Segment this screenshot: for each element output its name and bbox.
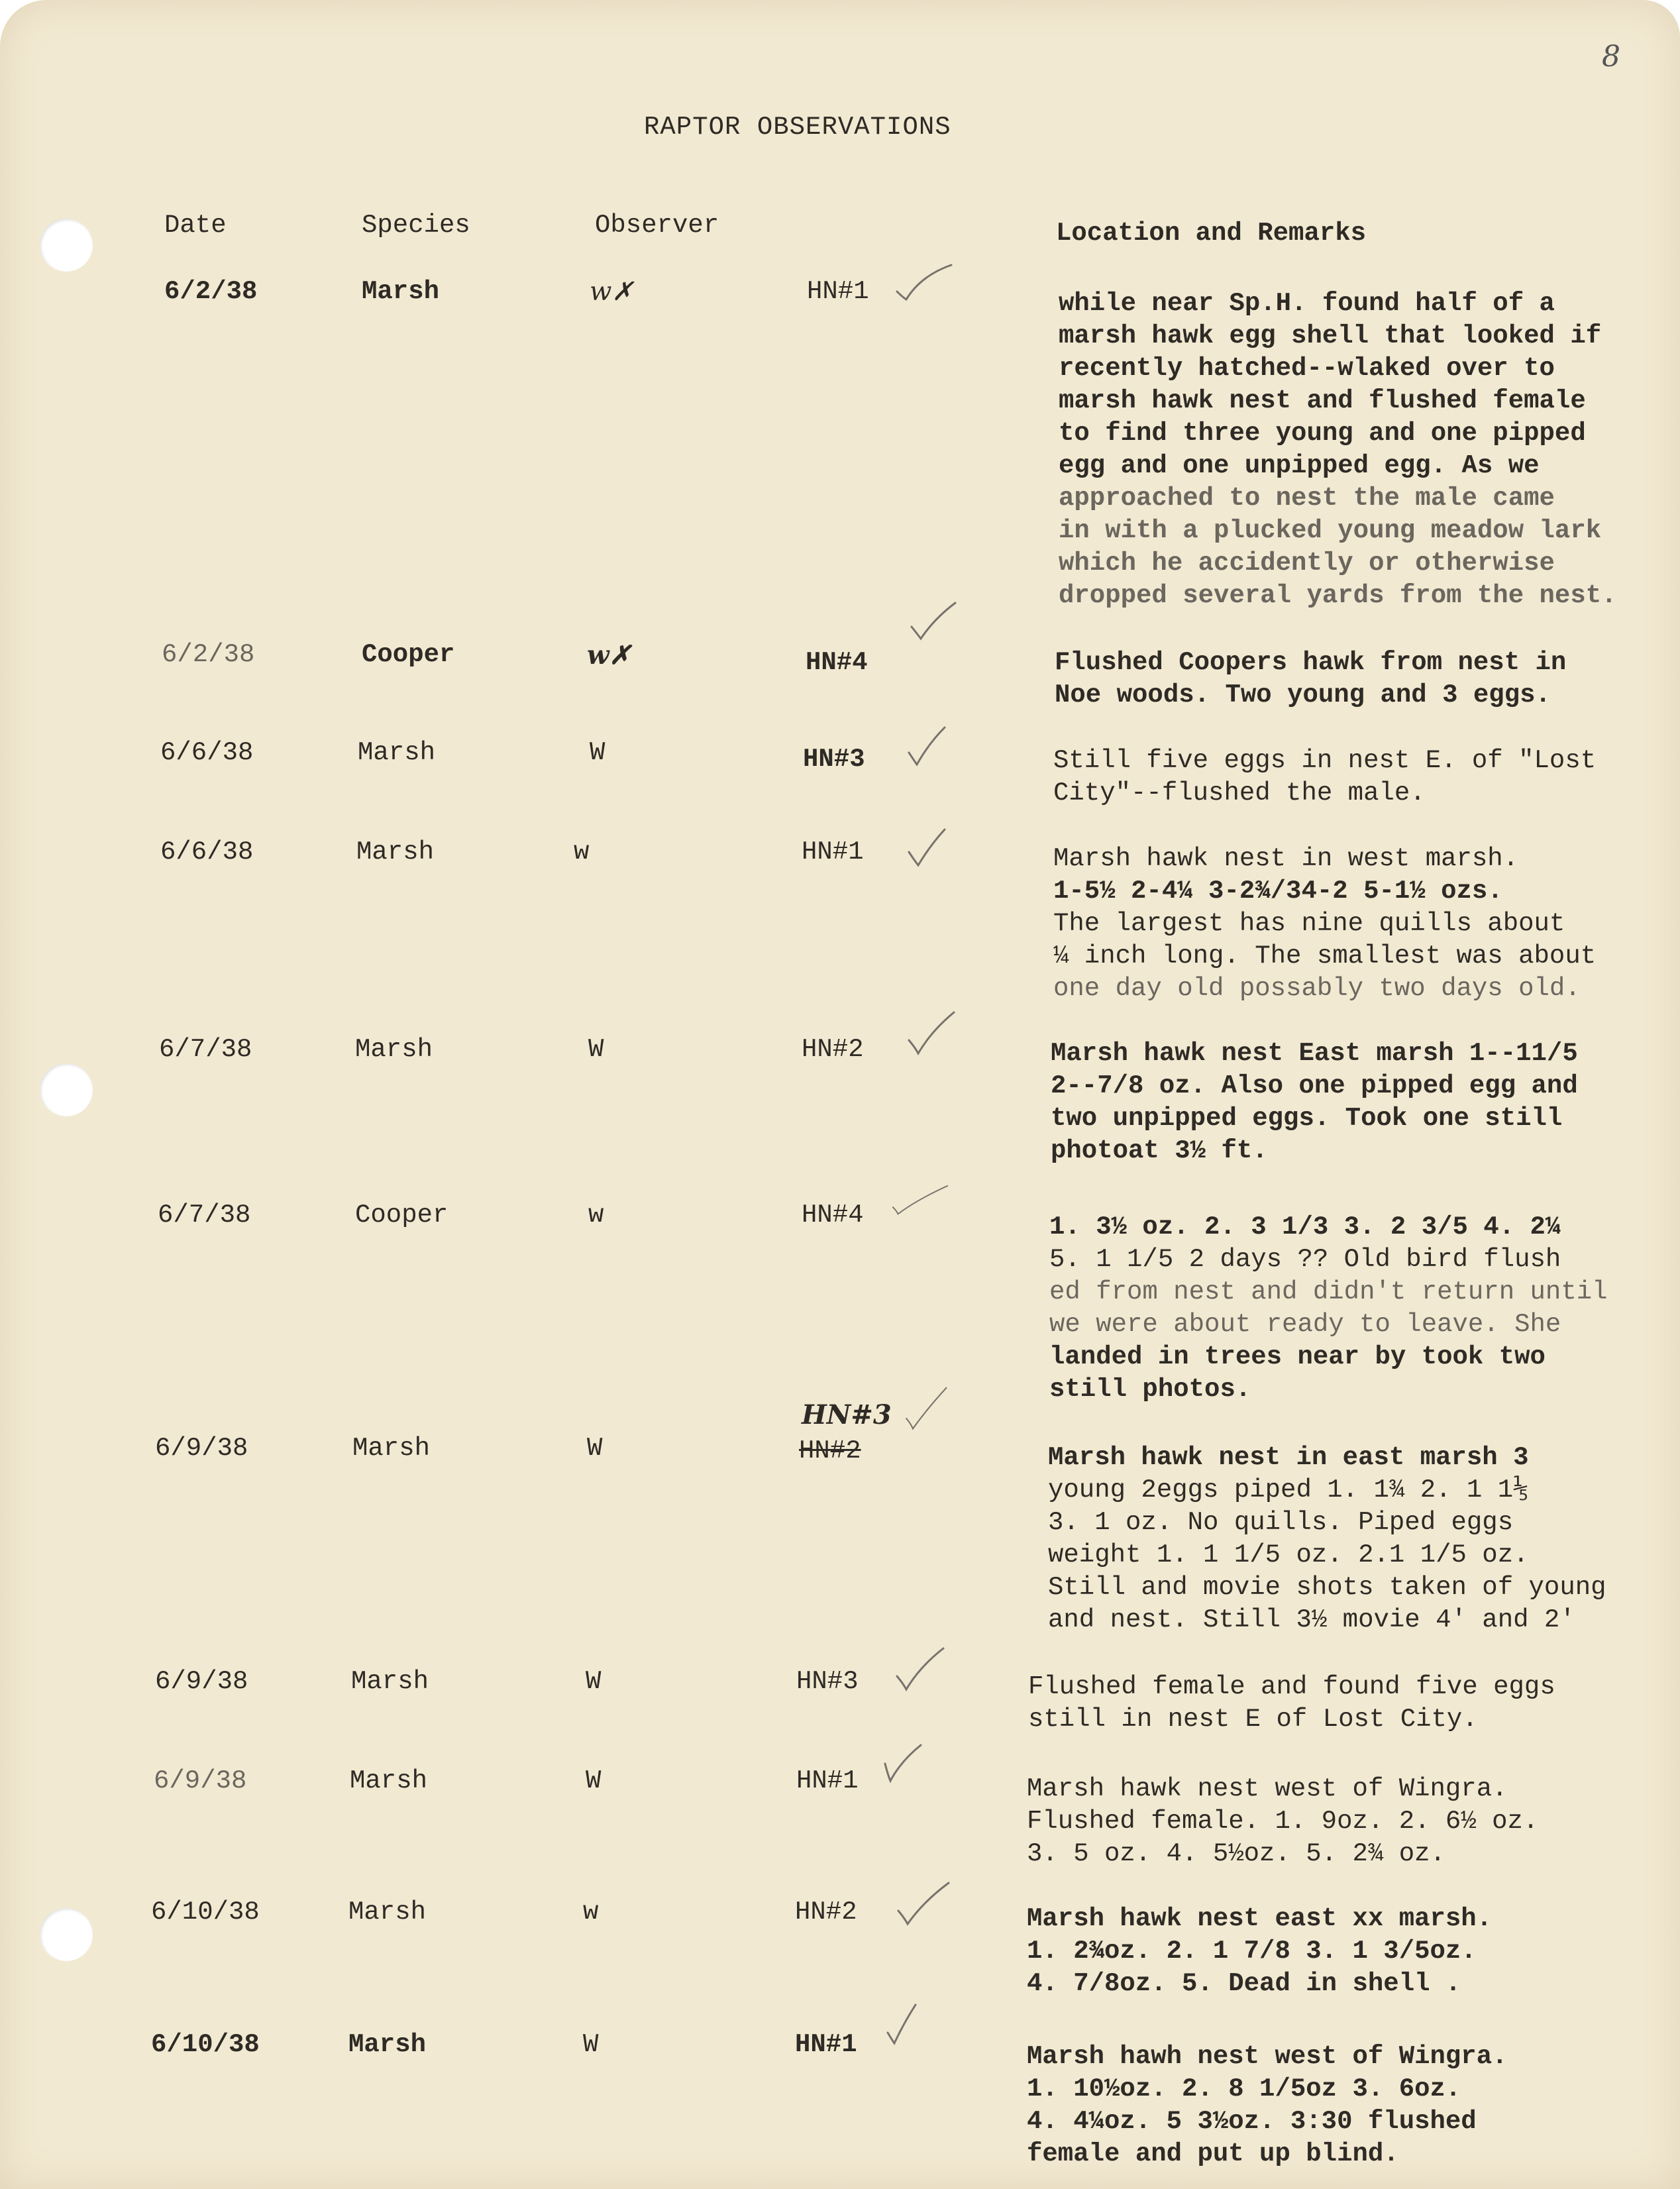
entry-remarks: Marsh hawk nest in west marsh. 1-5½ 2-4¼ 3-2¾/34-2 5-1½ ozs. The largest has nine quills about ¼ inch long. The smallest was about one day old possably two days old. xyxy=(1053,844,1597,1003)
entry-date: 6/2/38 xyxy=(162,640,255,669)
entry-species: Marsh xyxy=(350,1766,428,1795)
entry-observer: W xyxy=(587,1434,603,1463)
entry-remarks: 1. 3½ oz. 2. 3 1/3 3. 2 3/5 4. 2¼ 5. 1 1/5 2 days ?? Old bird flush ed from nest and didn't return until we were about ready to leave. She landed in trees near by took two still photos. xyxy=(1049,1212,1608,1404)
checkmark-icon xyxy=(905,828,965,875)
entry-remarks: Flushed Coopers hawk from nest in Noe woods. Two young and 3 eggs. xyxy=(1055,648,1567,710)
entry-species: Cooper xyxy=(362,640,455,669)
entry-nest-id: HN#3 xyxy=(796,1667,859,1696)
entry-remarks: Marsh hawk nest east xx marsh. 1. 2¾oz. 2. 1 7/8 3. 1 3/5oz. 4. 7/8oz. 5. Dead in shell . xyxy=(1027,1904,1493,1998)
entry-date: 6/9/38 xyxy=(155,1667,248,1696)
entry-date: 6/7/38 xyxy=(158,1201,251,1230)
checkmark-icon xyxy=(890,1179,950,1226)
entry-observer: w✗ xyxy=(587,640,631,670)
entry-observer: W xyxy=(590,738,605,767)
entry-species: Marsh xyxy=(355,1035,433,1064)
header-species: Species xyxy=(362,211,470,240)
entry-species: Marsh xyxy=(352,1434,431,1463)
entry-observer: W xyxy=(586,1766,602,1795)
entry-species: Marsh xyxy=(358,738,436,767)
binder-hole xyxy=(40,219,93,272)
entry-nest-id: HN#4 xyxy=(802,1201,864,1230)
header-location-remarks: Location and Remarks xyxy=(1056,219,1367,248)
entry-observer: w xyxy=(574,837,590,867)
entry-nest-id: HN#1 xyxy=(807,277,869,306)
entry-nest-id: HN#1 xyxy=(795,2030,857,2059)
entry-nest-id: HN#1 xyxy=(796,1766,859,1795)
entry-nest-id: HN#2 xyxy=(802,1035,864,1064)
entry-date: 6/9/38 xyxy=(155,1434,248,1463)
entry-nest-id: HN#1 xyxy=(802,837,864,867)
checkmark-icon xyxy=(881,1744,941,1790)
entry-nest-correction: HN#3 xyxy=(802,1399,892,1430)
entry-observer: w✗ xyxy=(590,277,634,307)
checkmark-icon xyxy=(884,2003,943,2050)
checkmark-icon xyxy=(894,262,954,309)
entry-nest-id: HN#2 xyxy=(795,1897,857,1927)
entry-date: 6/6/38 xyxy=(160,837,254,867)
entry-date: 6/9/38 xyxy=(154,1766,247,1795)
entry-remarks: Marsh hawk nest in east marsh 3 young 2eggs piped 1. 1¾ 2. 1 1⅕ 3. 1 oz. No quills. Piped eggs weight 1. 1 1/5 oz. 2.1 1/5 oz. Still and movie shots taken of young and nest. Still 3½ movie 4' and 2' xyxy=(1048,1443,1606,1634)
entry-observer: W xyxy=(586,1667,602,1696)
binder-hole xyxy=(40,1908,93,1961)
entry-remarks: while near Sp.H. found half of a marsh hawk egg shell that looked if recently hatched--wlaked over to marsh hawk nest and flushed female to find three young and one pipped egg and one unpipped egg. As we approached to nest the male came in with a plucked young meadow lark which he accidently or otherwise dropped several yards from the nest. xyxy=(1059,289,1617,610)
entry-nest-id: HN#4 xyxy=(806,648,868,677)
entry-remarks: Marsh hawh nest west of Wingra. 1. 10½oz. 2. 8 1/5oz 3. 6oz. 4. 4¼oz. 5 3½oz. 3:30 flushed female and put up blind. xyxy=(1027,2042,1508,2168)
entry-species: Marsh xyxy=(348,1897,427,1927)
entry-observer: w xyxy=(588,1201,604,1230)
entry-species: Marsh xyxy=(356,837,435,867)
entry-nest-id: HN#2 xyxy=(799,1436,861,1466)
header-observer: Observer xyxy=(595,211,719,240)
checkmark-icon xyxy=(905,726,965,773)
entry-observer: W xyxy=(583,2030,599,2059)
entry-remarks: Flushed female and found five eggs still in nest E of Lost City. xyxy=(1028,1672,1555,1734)
checkmark-icon xyxy=(897,1386,957,1432)
entry-date: 6/7/38 xyxy=(159,1035,252,1064)
page-number: 8 xyxy=(1602,40,1620,74)
page-title: RAPTOR OBSERVATIONS xyxy=(644,113,951,142)
entry-observer: W xyxy=(588,1035,604,1064)
entry-date: 6/6/38 xyxy=(160,738,254,767)
entry-remarks: Still five eggs in nest E. of "Lost City"--flushed the male. xyxy=(1053,746,1597,808)
entry-remarks: Marsh hawk nest East marsh 1--11/5 2--7/8 oz. Also one pipped egg and two unpipped eggs. Took one still photoat 3½ ft. xyxy=(1051,1039,1578,1165)
checkmark-icon xyxy=(908,600,967,647)
checkmark-icon xyxy=(893,1647,953,1693)
entry-nest-id: HN#3 xyxy=(803,745,865,774)
entry-date: 6/10/38 xyxy=(151,1897,260,1927)
checkmark-icon xyxy=(894,1882,954,1928)
entry-date: 6/10/38 xyxy=(151,2030,260,2059)
entry-species: Marsh xyxy=(362,277,440,306)
entry-species: Marsh xyxy=(351,1667,429,1696)
entry-species: Marsh xyxy=(348,2030,427,2059)
header-date: Date xyxy=(164,211,227,240)
entry-remarks: Marsh hawk nest west of Wingra. Flushed female. 1. 9oz. 2. 6½ oz. 3. 5 oz. 4. 5½oz. 5. 2¾ oz. xyxy=(1027,1774,1539,1868)
checkmark-icon xyxy=(905,1011,965,1057)
entry-observer: w xyxy=(583,1897,599,1927)
binder-hole xyxy=(40,1063,93,1116)
entry-species: Cooper xyxy=(355,1201,448,1230)
entry-date: 6/2/38 xyxy=(164,277,258,306)
